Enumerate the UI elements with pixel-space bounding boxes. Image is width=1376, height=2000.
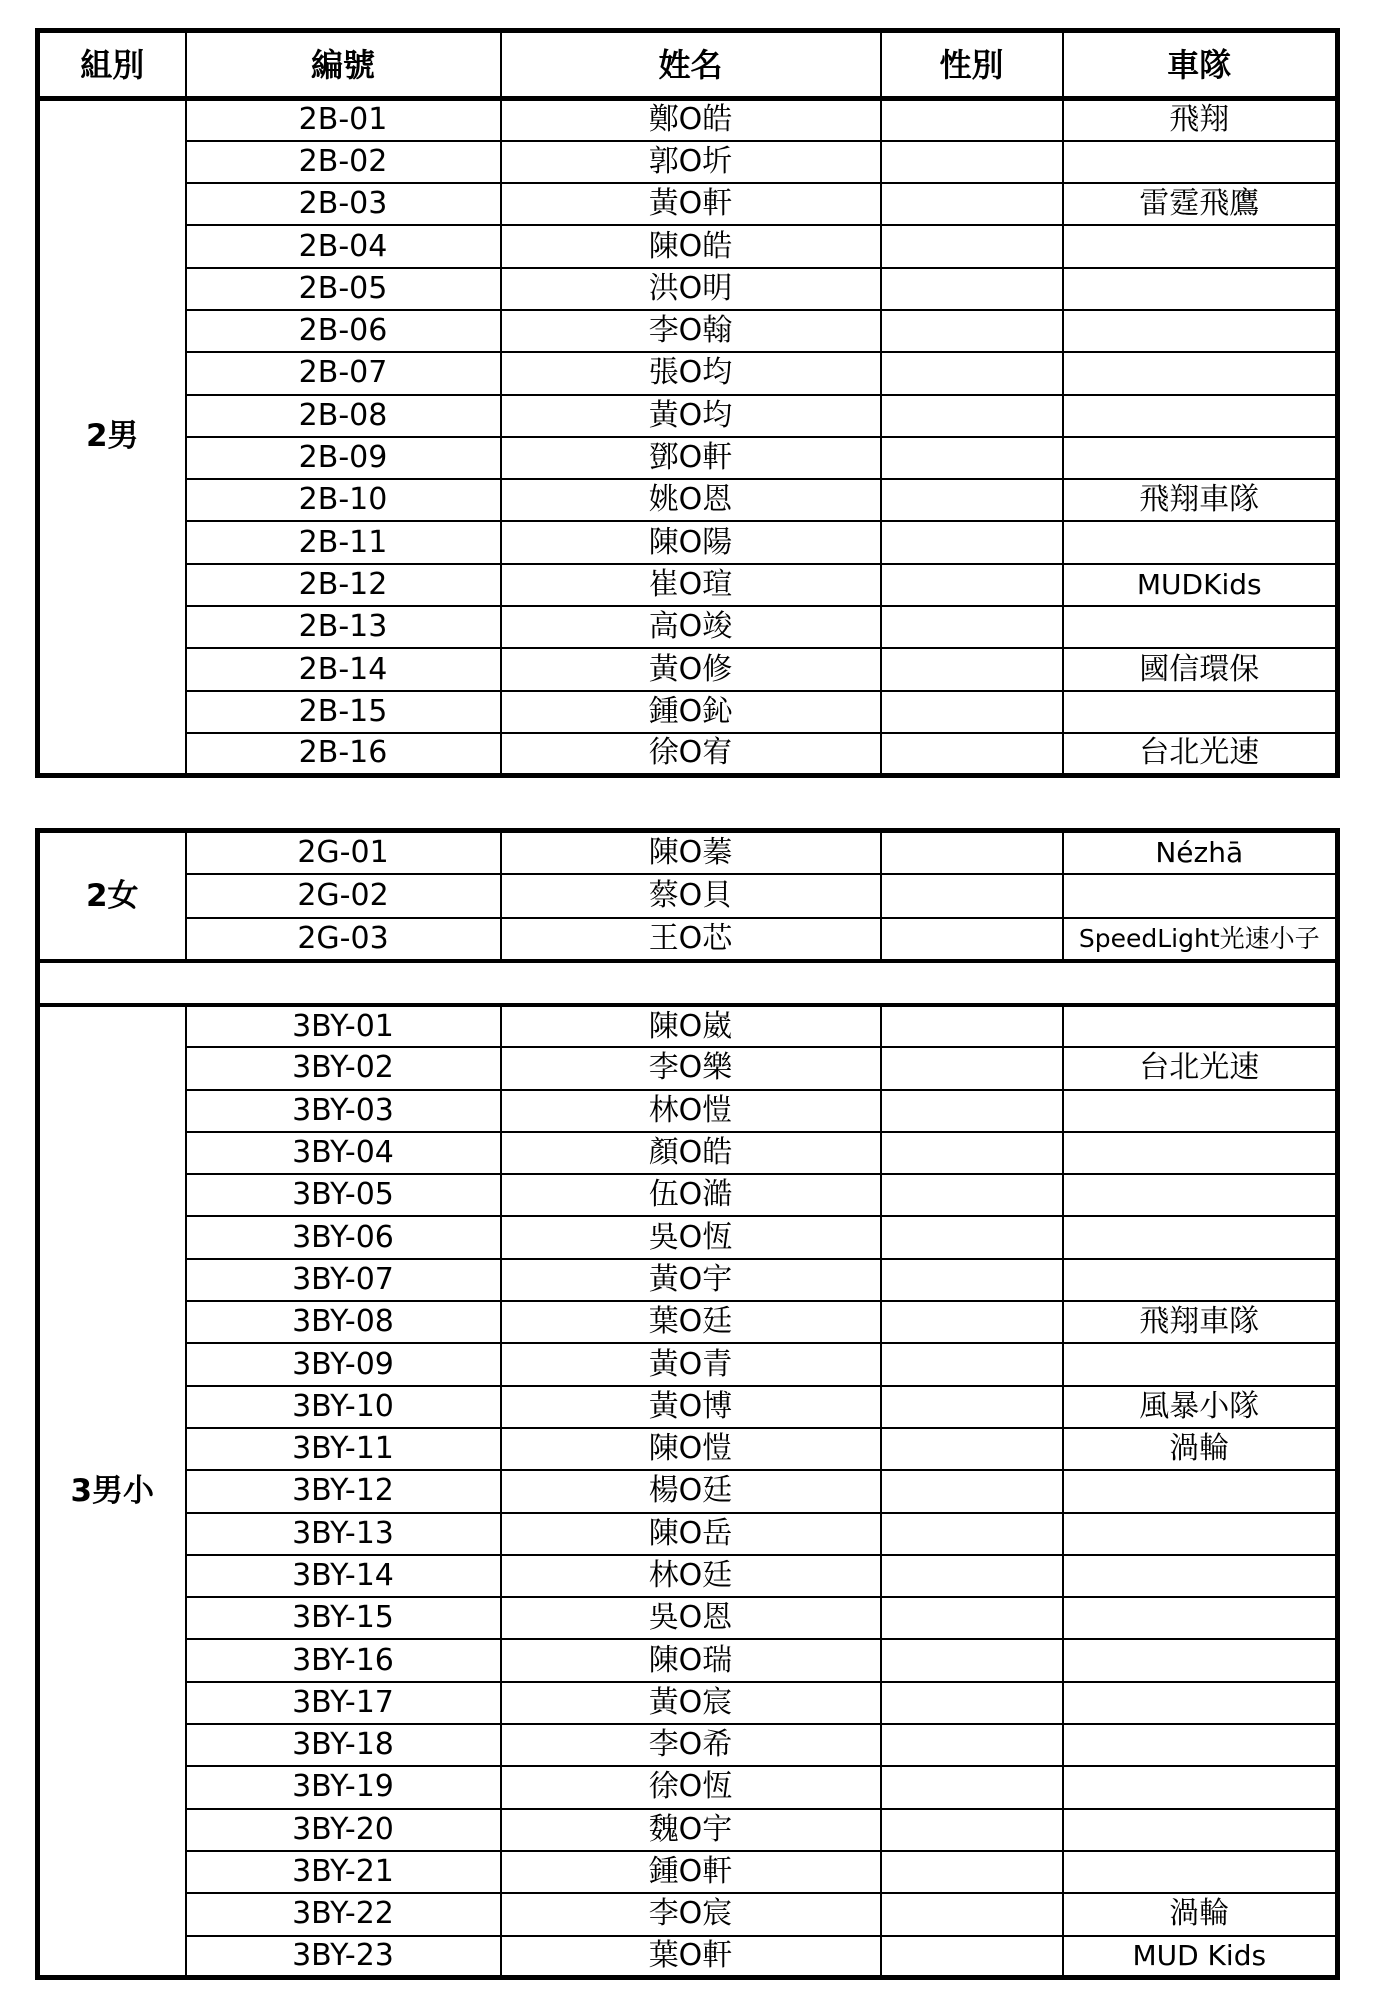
rider-name: 鄧O軒 (501, 437, 881, 479)
rider-team: 雷霆飛鷹 (1063, 183, 1338, 225)
rider-gender (881, 691, 1063, 733)
rider-id: 2B-07 (186, 352, 501, 394)
rider-name: 陳O陽 (501, 521, 881, 563)
table-row (38, 1597, 1338, 1639)
rider-gender (881, 1766, 1063, 1808)
rider-gender (881, 1893, 1063, 1935)
rider-team (1063, 1851, 1338, 1893)
rider-gender (881, 1090, 1063, 1132)
table-row (38, 1766, 1338, 1808)
rider-id: 3BY-13 (186, 1513, 501, 1555)
rider-name: 徐O恆 (501, 1766, 881, 1808)
rider-gender (881, 225, 1063, 267)
rider-id: 2B-04 (186, 225, 501, 267)
rider-team (1063, 1470, 1338, 1512)
rider-name: 崔O瑄 (501, 564, 881, 606)
rider-gender (881, 141, 1063, 183)
rider-id: 3BY-05 (186, 1174, 501, 1216)
rider-gender (881, 874, 1063, 918)
rider-id: 3BY-10 (186, 1386, 501, 1428)
rider-name: 李O翰 (501, 310, 881, 352)
rider-team (1063, 874, 1338, 918)
rider-id: 3BY-17 (186, 1682, 501, 1724)
roster-table-2b (35, 28, 1340, 778)
rider-gender (881, 1597, 1063, 1639)
rider-team (1063, 1090, 1338, 1132)
table-row (38, 1174, 1338, 1216)
rider-gender (881, 268, 1063, 310)
rider-name: 楊O廷 (501, 1470, 881, 1512)
rider-id: 2B-09 (186, 437, 501, 479)
rider-gender (881, 1005, 1063, 1047)
rider-team (1063, 310, 1338, 352)
rider-gender (881, 310, 1063, 352)
rider-id: 2B-13 (186, 606, 501, 648)
rider-gender (881, 1386, 1063, 1428)
group-label: 2女 (38, 831, 186, 962)
header-team: 車隊 (1063, 31, 1338, 99)
rider-id: 2B-02 (186, 141, 501, 183)
rider-team (1063, 268, 1338, 310)
table-row (38, 141, 1338, 183)
rider-team: 渦輪 (1063, 1893, 1338, 1935)
rider-name: 姚O恩 (501, 479, 881, 521)
table-row (38, 874, 1338, 918)
rider-gender (881, 1724, 1063, 1766)
rider-id: 3BY-03 (186, 1090, 501, 1132)
table-row (38, 99, 1338, 141)
rider-gender (881, 352, 1063, 394)
rider-name: 郭O圻 (501, 141, 881, 183)
table-row (38, 1343, 1338, 1385)
rider-name: 李O宸 (501, 1893, 881, 1935)
rider-gender (881, 564, 1063, 606)
rider-gender (881, 1851, 1063, 1893)
rider-gender (881, 183, 1063, 225)
rider-team (1063, 1259, 1338, 1301)
rider-name: 顏O皓 (501, 1132, 881, 1174)
rider-team (1063, 1597, 1338, 1639)
rider-gender (881, 1174, 1063, 1216)
rider-id: 3BY-23 (186, 1936, 501, 1978)
rider-name: 鍾O軒 (501, 1851, 881, 1893)
rider-gender (881, 606, 1063, 648)
rider-gender (881, 99, 1063, 141)
rider-id: 2B-12 (186, 564, 501, 606)
rider-gender (881, 831, 1063, 875)
rider-name: 吳O恆 (501, 1216, 881, 1258)
table-row (38, 648, 1338, 690)
rider-gender (881, 733, 1063, 775)
rider-team (1063, 1216, 1338, 1258)
rider-team (1063, 1682, 1338, 1724)
rider-name: 吳O恩 (501, 1597, 881, 1639)
rider-gender (881, 1132, 1063, 1174)
rider-gender (881, 437, 1063, 479)
rider-id: 2B-11 (186, 521, 501, 563)
rider-name: 洪O明 (501, 268, 881, 310)
rider-team (1063, 1132, 1338, 1174)
table-row (38, 479, 1338, 521)
table-row (38, 1513, 1338, 1555)
table-row (38, 1090, 1338, 1132)
section-gap-row (38, 961, 1338, 1005)
rider-id: 3BY-04 (186, 1132, 501, 1174)
header-gender: 性別 (881, 31, 1063, 99)
rider-id: 2G-01 (186, 831, 501, 875)
rider-id: 2B-08 (186, 395, 501, 437)
section-gap (38, 961, 1338, 1005)
rider-gender (881, 1343, 1063, 1385)
table-row (38, 352, 1338, 394)
table-row (38, 310, 1338, 352)
table-row (38, 1386, 1338, 1428)
rider-id: 3BY-08 (186, 1301, 501, 1343)
rider-name: 王O芯 (501, 918, 881, 962)
rider-name: 黃O均 (501, 395, 881, 437)
group-label: 2男 (38, 99, 186, 776)
table-row (38, 1682, 1338, 1724)
table-row (38, 918, 1338, 962)
rider-team (1063, 691, 1338, 733)
table-row (38, 1724, 1338, 1766)
rider-name: 黃O博 (501, 1386, 881, 1428)
rider-team: MUDKids (1063, 564, 1338, 606)
rider-name: 徐O宥 (501, 733, 881, 775)
header-group: 組別 (38, 31, 186, 99)
rider-team (1063, 1555, 1338, 1597)
rider-team (1063, 521, 1338, 563)
rider-id: 3BY-07 (186, 1259, 501, 1301)
rider-gender (881, 1047, 1063, 1089)
rider-team: 台北光速 (1063, 1047, 1338, 1089)
rider-team: 飛翔 (1063, 99, 1338, 141)
rider-gender (881, 648, 1063, 690)
rider-name: 張O均 (501, 352, 881, 394)
rider-id: 2B-06 (186, 310, 501, 352)
rider-gender (881, 918, 1063, 962)
table-row (38, 1851, 1338, 1893)
table-row (38, 1216, 1338, 1258)
rider-name: 黃O軒 (501, 183, 881, 225)
table-row (38, 268, 1338, 310)
rider-id: 3BY-19 (186, 1766, 501, 1808)
rider-team: 國信環保 (1063, 648, 1338, 690)
table-row (38, 437, 1338, 479)
rider-name: 陳O愷 (501, 1428, 881, 1470)
rider-id: 2B-15 (186, 691, 501, 733)
rider-gender (881, 521, 1063, 563)
rider-id: 3BY-18 (186, 1724, 501, 1766)
rider-id: 2B-16 (186, 733, 501, 775)
rider-name: 陳O蓁 (501, 831, 881, 875)
table-row (38, 1428, 1338, 1470)
header-id: 編號 (186, 31, 501, 99)
rider-gender (881, 1428, 1063, 1470)
rider-gender (881, 1470, 1063, 1512)
rider-team (1063, 395, 1338, 437)
rider-id: 3BY-22 (186, 1893, 501, 1935)
rider-gender (881, 1259, 1063, 1301)
rider-gender (881, 479, 1063, 521)
rider-name: 鄭O皓 (501, 99, 881, 141)
rider-id: 2B-03 (186, 183, 501, 225)
rider-name: 陳O崴 (501, 1005, 881, 1047)
rider-name: 葉O軒 (501, 1936, 881, 1978)
rider-name: 陳O瑞 (501, 1639, 881, 1681)
rider-name: 林O愷 (501, 1090, 881, 1132)
rider-gender (881, 1216, 1063, 1258)
rider-id: 3BY-12 (186, 1470, 501, 1512)
table-row (38, 733, 1338, 775)
rider-team (1063, 606, 1338, 648)
rider-id: 3BY-21 (186, 1851, 501, 1893)
rider-name: 陳O皓 (501, 225, 881, 267)
rider-name: 蔡O貝 (501, 874, 881, 918)
rider-id: 2B-10 (186, 479, 501, 521)
rider-team: 台北光速 (1063, 733, 1338, 775)
rider-name: 林O廷 (501, 1555, 881, 1597)
rider-gender (881, 1513, 1063, 1555)
table-row (38, 1005, 1338, 1047)
rider-team (1063, 1639, 1338, 1681)
rider-team (1063, 1724, 1338, 1766)
rider-team: 渦輪 (1063, 1428, 1338, 1470)
rider-id: 2G-02 (186, 874, 501, 918)
rider-id: 3BY-01 (186, 1005, 501, 1047)
rider-id: 3BY-11 (186, 1428, 501, 1470)
table-row (38, 1132, 1338, 1174)
rider-gender (881, 1301, 1063, 1343)
table-row (38, 1893, 1338, 1935)
rider-id: 2B-14 (186, 648, 501, 690)
rider-id: 2B-05 (186, 268, 501, 310)
rider-team (1063, 141, 1338, 183)
rider-gender (881, 1682, 1063, 1724)
rider-id: 3BY-14 (186, 1555, 501, 1597)
rider-id: 3BY-20 (186, 1809, 501, 1851)
rider-name: 鍾O鈊 (501, 691, 881, 733)
rider-name: 黃O宸 (501, 1682, 881, 1724)
rider-team: 飛翔車隊 (1063, 479, 1338, 521)
rider-id: 2G-03 (186, 918, 501, 962)
table-row (38, 691, 1338, 733)
table-row (38, 1809, 1338, 1851)
header-name: 姓名 (501, 31, 881, 99)
table-row (38, 395, 1338, 437)
rider-team (1063, 1343, 1338, 1385)
rider-team: MUD Kids (1063, 1936, 1338, 1978)
table-row (38, 1639, 1338, 1681)
rider-gender (881, 1639, 1063, 1681)
rider-team (1063, 1766, 1338, 1808)
table-row (38, 521, 1338, 563)
rider-id: 3BY-06 (186, 1216, 501, 1258)
rider-name: 陳O岳 (501, 1513, 881, 1555)
rider-name: 葉O廷 (501, 1301, 881, 1343)
rider-id: 3BY-16 (186, 1639, 501, 1681)
rider-name: 李O希 (501, 1724, 881, 1766)
rider-gender (881, 1809, 1063, 1851)
table-row (38, 831, 1338, 875)
table-row (38, 1936, 1338, 1978)
rider-gender (881, 395, 1063, 437)
rider-name: 黃O修 (501, 648, 881, 690)
rider-name: 高O竣 (501, 606, 881, 648)
table-row (38, 1047, 1338, 1089)
rider-team: 飛翔車隊 (1063, 1301, 1338, 1343)
rider-team (1063, 352, 1338, 394)
rider-team (1063, 225, 1338, 267)
rider-team (1063, 437, 1338, 479)
rider-team (1063, 1005, 1338, 1047)
table-row (38, 1470, 1338, 1512)
rider-team (1063, 1174, 1338, 1216)
rider-team: 風暴小隊 (1063, 1386, 1338, 1428)
table-row (38, 183, 1338, 225)
rider-team (1063, 1513, 1338, 1555)
table-row (38, 1301, 1338, 1343)
rider-team: SpeedLight光速小子 (1063, 918, 1338, 962)
rider-team: Nézhā (1063, 831, 1338, 875)
rider-gender (881, 1936, 1063, 1978)
rider-name: 魏O宇 (501, 1809, 881, 1851)
group-label: 3男小 (38, 1005, 186, 1978)
rider-name: 黃O宇 (501, 1259, 881, 1301)
table-row (38, 1259, 1338, 1301)
rider-id: 3BY-02 (186, 1047, 501, 1089)
table-row (38, 606, 1338, 648)
rider-id: 3BY-09 (186, 1343, 501, 1385)
header-row (38, 31, 1338, 99)
rider-name: 黃O青 (501, 1343, 881, 1385)
roster-table-2g-3by (35, 828, 1340, 1980)
rider-id: 2B-01 (186, 99, 501, 141)
rider-id: 3BY-15 (186, 1597, 501, 1639)
table-row (38, 1555, 1338, 1597)
rider-gender (881, 1555, 1063, 1597)
rider-team (1063, 1809, 1338, 1851)
table-row (38, 564, 1338, 606)
table-row (38, 225, 1338, 267)
rider-name: 李O樂 (501, 1047, 881, 1089)
rider-name: 伍O澔 (501, 1174, 881, 1216)
